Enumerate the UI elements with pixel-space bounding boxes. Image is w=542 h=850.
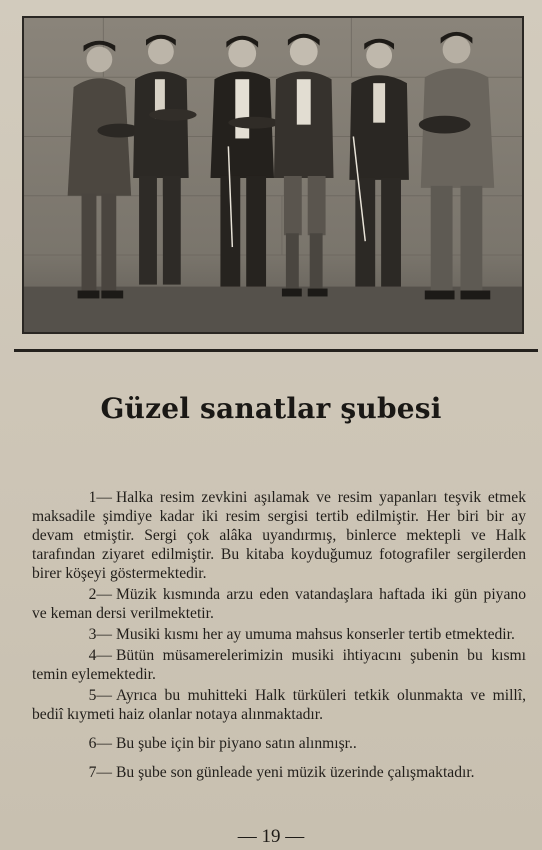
paragraph-6 [32, 734, 526, 753]
paragraph-text: Ayrıca bu muhitteki Halk türküleri tetkik olunmakta ve millî, bediî kıymeti haiz olanlar notaya alınmaktadır. [32, 687, 526, 723]
paragraph-text: Müzik kısmında arzu eden vatandaşlara haftada iki gün piyano ve keman dersi verilmektetir. [32, 586, 526, 622]
page-number: — 19 — [237, 826, 305, 847]
paragraph-number: 4— [88, 647, 112, 664]
paragraph-text: Musiki kısmı her ay umuma mahsus konserler tertib etmektedir. [116, 626, 515, 643]
violinists-photo-image [24, 18, 522, 332]
paragraph-1 [32, 488, 526, 583]
paragraph-number: 5— [88, 687, 112, 704]
paragraph-7 [32, 763, 526, 782]
paragraph-text: Bütün müsamerelerimizin musiki ihtiyacını şubenin bu kısmı temin eylemektedir. [32, 647, 526, 683]
paragraph-5 [32, 686, 526, 724]
paragraph-3 [32, 625, 526, 644]
paragraph-number: 7— [88, 764, 112, 781]
paragraph-number: 6— [88, 735, 112, 752]
section-title: Güzel sanatlar şubesi [100, 392, 442, 425]
paragraph-number: 2— [88, 586, 112, 603]
group-photograph [22, 16, 524, 334]
section-divider [14, 349, 538, 352]
paragraph-text: Bu şube için bir piyano satın alınmışr.. [116, 735, 357, 752]
paragraph-number: 3— [88, 626, 112, 643]
paragraph-4 [32, 646, 526, 684]
paragraph-text: Halka resim zevkini aşılamak ve resim yapanları teşvik etmek maksadile şimdiye kadar iki resim sergisi tertib edilmiştir. Her biri bir ay devam etmiştir. Sergi çok alâka uyandırmış, binlerce mektepli ve Halk tarafından ziyaret edilmiştir. Bu kitaba koyduğumuz fotografiler sergilerden birer köşeyi göstermektedir. [32, 489, 526, 582]
paragraph-2 [32, 585, 526, 623]
paragraph-number: 1— [88, 489, 112, 506]
paragraph-text: Bu şube son günleade yeni müzik üzerinde çalışmaktadır. [116, 764, 475, 781]
body-text [32, 488, 526, 784]
